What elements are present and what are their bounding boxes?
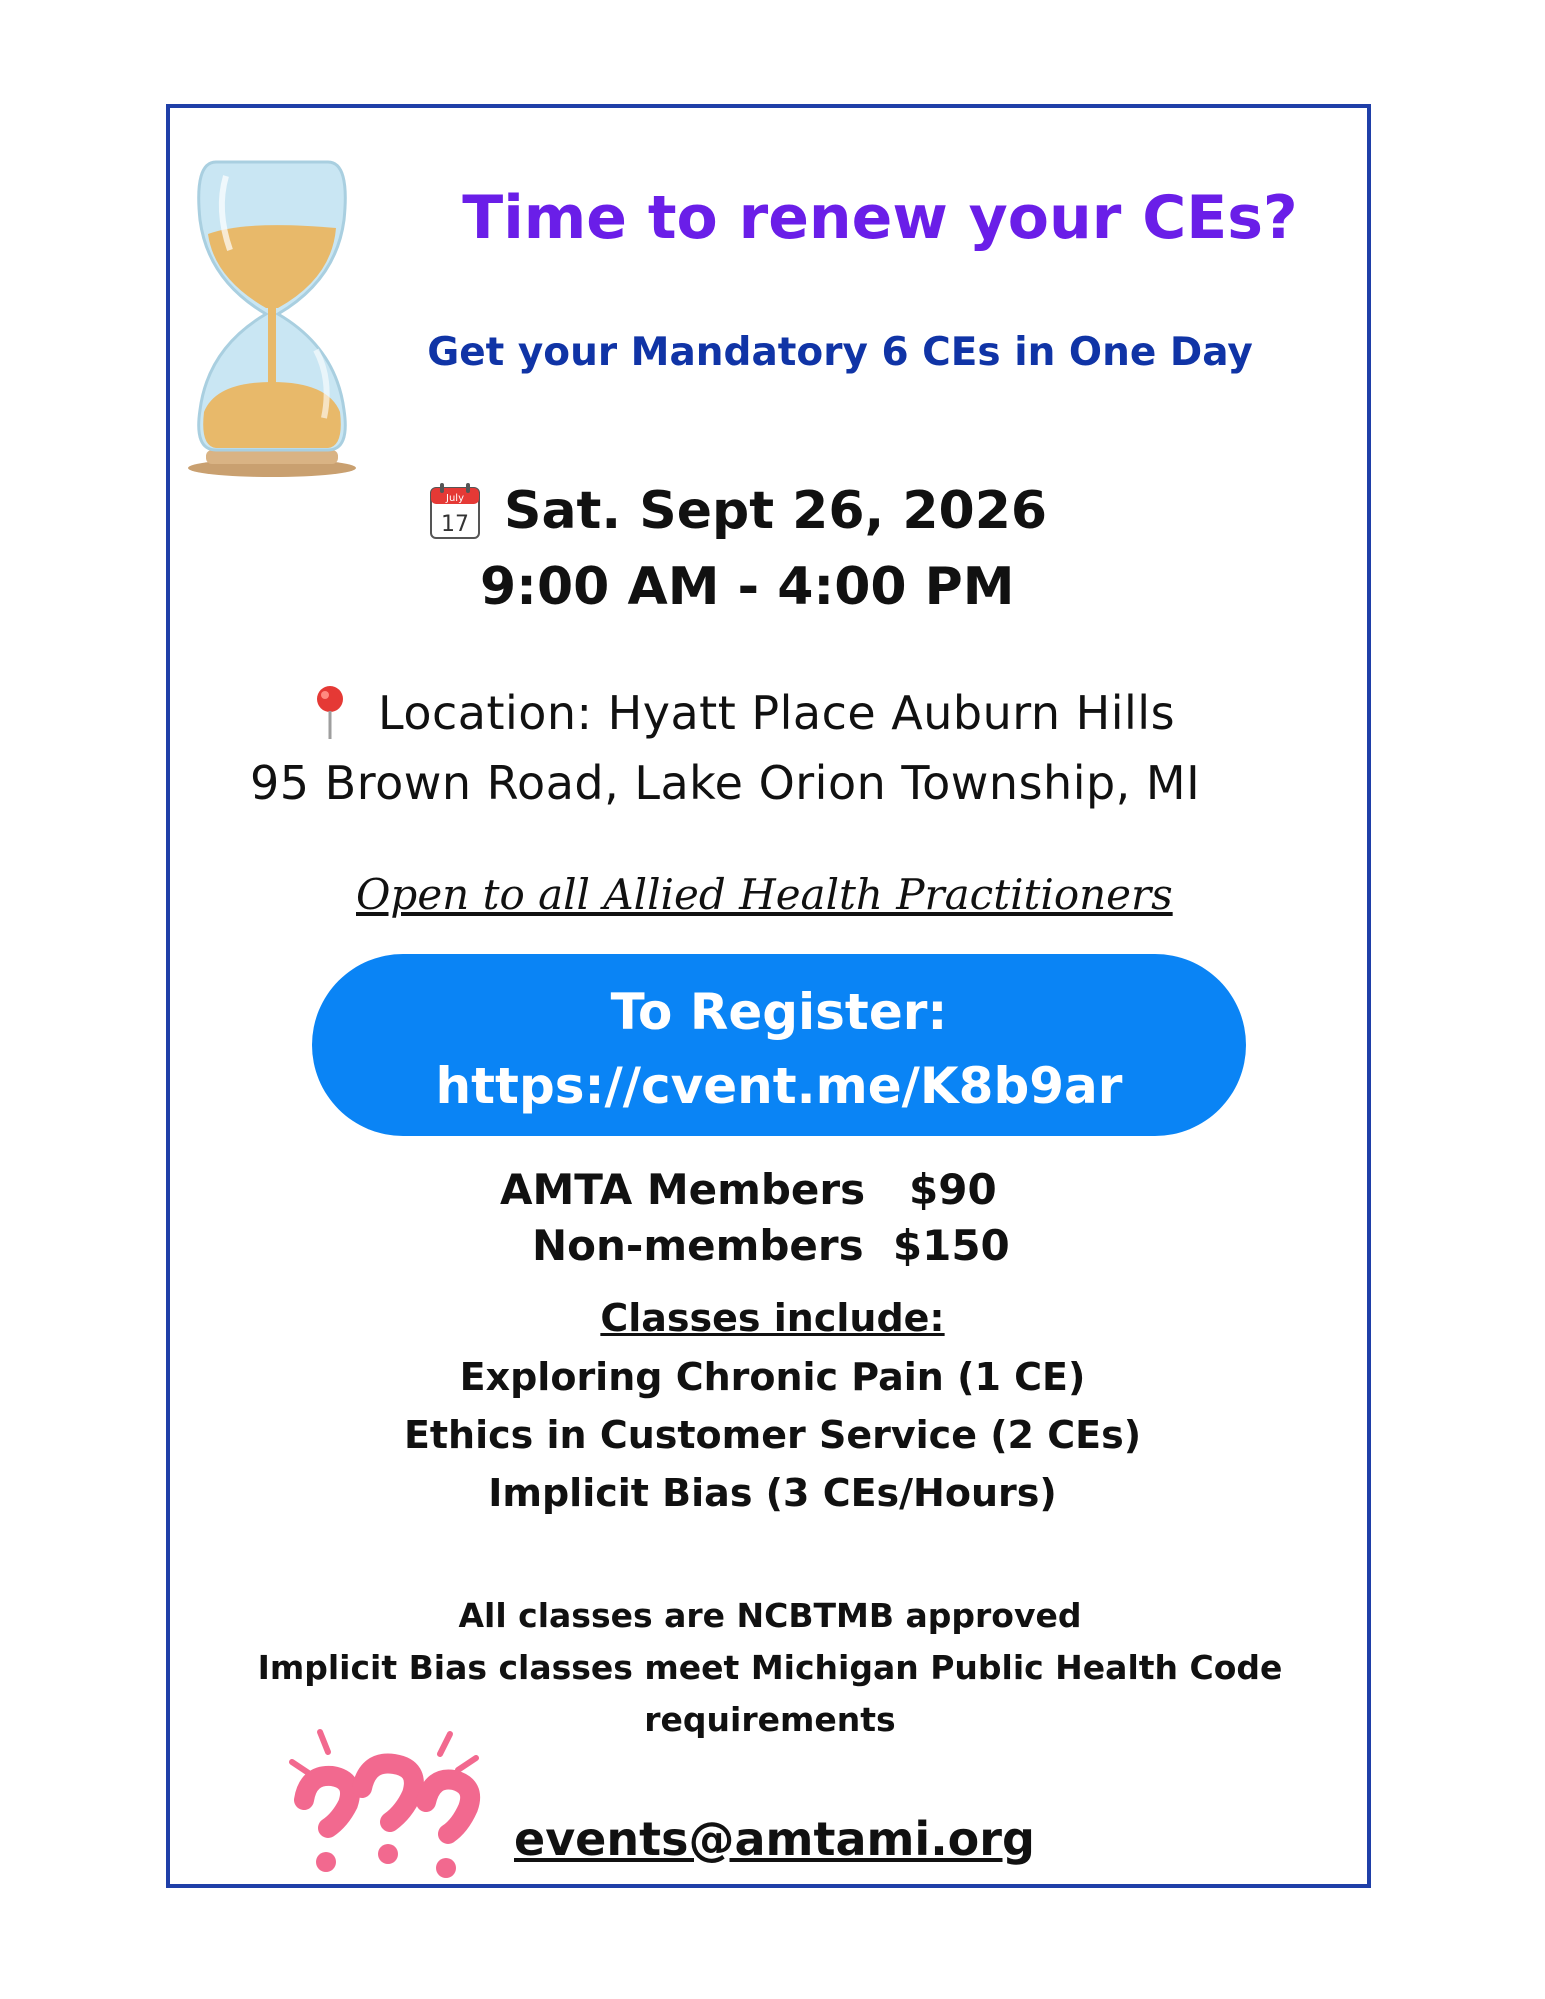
price-members: AMTA Members $90 <box>500 1165 997 1214</box>
audience-text: Open to all Allied Health Practitioners <box>356 870 1173 919</box>
svg-text:17: 17 <box>441 512 469 537</box>
register-label: To Register: <box>610 983 948 1041</box>
pin-icon <box>312 685 348 741</box>
location-address: 95 Brown Road, Lake Orion Township, MI <box>250 756 1201 810</box>
classes-heading: Classes include: <box>600 1296 945 1340</box>
location-row <box>312 682 1175 744</box>
page-subtitle: Get your Mandatory 6 CEs in One Day <box>427 330 1253 375</box>
question-marks-icon <box>282 1722 482 1882</box>
class-item: Exploring Chronic Pain (1 CE) <box>459 1355 1086 1399</box>
price-nonmembers: Non-members $150 <box>532 1221 1010 1270</box>
health-code-note: Implicit Bias classes meet Michigan Public Health Code <box>257 1648 1283 1687</box>
health-code-note-cont: requirements <box>644 1700 896 1739</box>
class-item: Ethics in Customer Service (2 CEs) <box>403 1413 1142 1457</box>
hourglass-icon <box>186 150 358 478</box>
class-item: Implicit Bias (3 CEs/Hours) <box>488 1471 1057 1515</box>
page-title: Time to renew your CEs? <box>462 183 1298 253</box>
contact-email[interactable]: events@amtami.org <box>514 1812 1035 1866</box>
date-row <box>430 478 1047 544</box>
register-button[interactable] <box>312 954 1246 1136</box>
event-time: 9:00 AM - 4:00 PM <box>480 557 1015 617</box>
calendar-icon <box>430 482 480 540</box>
location-name: Location: Hyatt Place Auburn Hills <box>378 686 1176 740</box>
register-link[interactable]: https://cvent.me/K8b9ar <box>435 1057 1123 1115</box>
svg-text:July: July <box>446 493 464 504</box>
approval-note: All classes are NCBTMB approved <box>458 1596 1082 1635</box>
event-date: Sat. Sept 26, 2026 <box>504 481 1048 541</box>
